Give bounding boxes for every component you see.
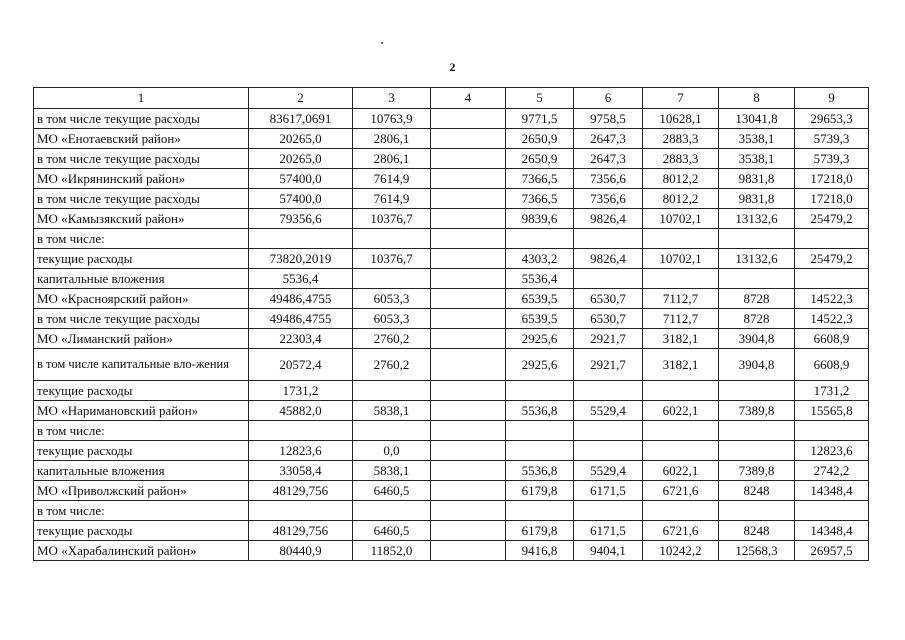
table-cell xyxy=(795,269,869,289)
table-cell xyxy=(431,381,506,401)
table-row xyxy=(34,269,869,289)
table-cell xyxy=(249,421,353,441)
table-cell: 14522,3 xyxy=(795,289,869,309)
table-cell: 2883,3 xyxy=(643,149,719,169)
table-cell: 5838,1 xyxy=(353,461,431,481)
table-cell xyxy=(574,441,643,461)
table-cell xyxy=(506,501,574,521)
table-cell: 7356,6 xyxy=(574,169,643,189)
table-cell xyxy=(431,149,506,169)
table-cell xyxy=(643,501,719,521)
table-cell: 20265,0 xyxy=(249,129,353,149)
table-cell: 6539,5 xyxy=(506,289,574,309)
row-label: МО «Икрянинский район» xyxy=(34,169,249,189)
table-cell: 3904,8 xyxy=(719,329,795,349)
table-cell xyxy=(795,421,869,441)
row-label: капитальные вложения xyxy=(34,269,249,289)
table-cell xyxy=(431,349,506,381)
table-cell: 12568,3 xyxy=(719,541,795,561)
table-cell: 5536,8 xyxy=(506,401,574,421)
table-cell: 5739,3 xyxy=(795,129,869,149)
table-cell: 6179,8 xyxy=(506,481,574,501)
table-cell: 11852,0 xyxy=(353,541,431,561)
column-header-4: 4 xyxy=(431,88,506,109)
table-cell: 7112,7 xyxy=(643,289,719,309)
table-cell: 0,0 xyxy=(353,441,431,461)
table-cell: 9839,6 xyxy=(506,209,574,229)
table-cell: 80440,9 xyxy=(249,541,353,561)
table-cell: 25479,2 xyxy=(795,209,869,229)
table-cell xyxy=(643,421,719,441)
table-cell: 3182,1 xyxy=(643,329,719,349)
table-cell xyxy=(431,501,506,521)
table-cell: 6539,5 xyxy=(506,309,574,329)
table-cell: 48129,756 xyxy=(249,521,353,541)
table-row xyxy=(34,189,869,209)
table-row xyxy=(34,169,869,189)
table-cell: 8248 xyxy=(719,481,795,501)
table-cell xyxy=(506,441,574,461)
table-cell: 1731,2 xyxy=(249,381,353,401)
table-cell: 9831,8 xyxy=(719,169,795,189)
table-cell: 6721,6 xyxy=(643,521,719,541)
table-cell: 3538,1 xyxy=(719,149,795,169)
table-cell xyxy=(795,501,869,521)
table-row xyxy=(34,289,869,309)
table-cell: 7614,9 xyxy=(353,189,431,209)
table-cell: 8012,2 xyxy=(643,189,719,209)
table-cell: 6530,7 xyxy=(574,309,643,329)
table-cell: 48129,756 xyxy=(249,481,353,501)
table-cell: 6171,5 xyxy=(574,521,643,541)
table-cell: 6721,6 xyxy=(643,481,719,501)
table-cell xyxy=(431,329,506,349)
table-cell: 22303,4 xyxy=(249,329,353,349)
column-header-8: 8 xyxy=(719,88,795,109)
table-cell: 12823,6 xyxy=(249,441,353,461)
table-cell: 6022,1 xyxy=(643,401,719,421)
row-label: МО «Камызякский район» xyxy=(34,209,249,229)
table-cell xyxy=(431,209,506,229)
table-cell: 57400,0 xyxy=(249,169,353,189)
table-row xyxy=(34,249,869,269)
table-cell: 2925,6 xyxy=(506,329,574,349)
row-label: МО «Лиманский район» xyxy=(34,329,249,349)
table-cell: 2806,1 xyxy=(353,129,431,149)
table-cell: 2760,2 xyxy=(353,329,431,349)
row-label: текущие расходы xyxy=(34,521,249,541)
table-cell xyxy=(431,249,506,269)
table-cell: 9826,4 xyxy=(574,249,643,269)
table-row xyxy=(34,541,869,561)
table-cell: 5536,8 xyxy=(506,461,574,481)
table-cell xyxy=(719,229,795,249)
row-label: капитальные вложения xyxy=(34,461,249,481)
table-cell xyxy=(431,421,506,441)
table-cell: 9826,4 xyxy=(574,209,643,229)
table-cell: 5529,4 xyxy=(574,461,643,481)
table-cell: 10628,1 xyxy=(643,109,719,129)
table-cell xyxy=(506,381,574,401)
table-cell xyxy=(431,109,506,129)
row-label: в том числе: xyxy=(34,421,249,441)
row-label: в том числе текущие расходы xyxy=(34,109,249,129)
table-cell xyxy=(574,501,643,521)
table-cell xyxy=(719,381,795,401)
table-cell xyxy=(431,541,506,561)
table-cell xyxy=(574,229,643,249)
table-cell: 6053,3 xyxy=(353,309,431,329)
table-row xyxy=(34,381,869,401)
row-label: текущие расходы xyxy=(34,249,249,269)
table-cell: 10763,9 xyxy=(353,109,431,129)
row-label: текущие расходы xyxy=(34,381,249,401)
table-cell: 33058,4 xyxy=(249,461,353,481)
table-cell: 8248 xyxy=(719,521,795,541)
table-cell: 13132,6 xyxy=(719,249,795,269)
table-cell xyxy=(431,461,506,481)
table-cell: 9416,8 xyxy=(506,541,574,561)
table-cell: 9758,5 xyxy=(574,109,643,129)
table-cell: 73820,2019 xyxy=(249,249,353,269)
table-cell: 2760,2 xyxy=(353,349,431,381)
table-cell: 3904,8 xyxy=(719,349,795,381)
table-cell: 5529,4 xyxy=(574,401,643,421)
table-cell: 5536,4 xyxy=(249,269,353,289)
column-header-2: 2 xyxy=(249,88,353,109)
row-label: МО «Наримановский район» xyxy=(34,401,249,421)
table-cell: 7389,8 xyxy=(719,461,795,481)
table-cell xyxy=(353,501,431,521)
table-row xyxy=(34,421,869,441)
table-cell: 6608,9 xyxy=(795,349,869,381)
table-cell: 7614,9 xyxy=(353,169,431,189)
table-cell xyxy=(643,441,719,461)
table-cell: 10376,7 xyxy=(353,209,431,229)
table-cell xyxy=(431,441,506,461)
table-cell xyxy=(431,129,506,149)
table-cell: 10242,2 xyxy=(643,541,719,561)
table-cell xyxy=(574,421,643,441)
table-cell: 6022,1 xyxy=(643,461,719,481)
table-cell: 8728 xyxy=(719,289,795,309)
table-cell: 17218,0 xyxy=(795,189,869,209)
table-cell: 2883,3 xyxy=(643,129,719,149)
table-cell xyxy=(643,229,719,249)
column-header-9: 9 xyxy=(795,88,869,109)
table-cell: 6171,5 xyxy=(574,481,643,501)
table-cell: 29653,3 xyxy=(795,109,869,129)
table-cell xyxy=(506,229,574,249)
column-header-1: 1 xyxy=(34,88,249,109)
table-cell: 14522,3 xyxy=(795,309,869,329)
row-label: МО «Енотаевский район» xyxy=(34,129,249,149)
table-row xyxy=(34,329,869,349)
table-cell xyxy=(431,289,506,309)
column-header-3: 3 xyxy=(353,88,431,109)
table-cell: 7366,5 xyxy=(506,189,574,209)
table-cell xyxy=(795,229,869,249)
table-cell: 25479,2 xyxy=(795,249,869,269)
table-cell: 79356,6 xyxy=(249,209,353,229)
table-cell: 6179,8 xyxy=(506,521,574,541)
column-header-5: 5 xyxy=(506,88,574,109)
column-header-7: 7 xyxy=(643,88,719,109)
table-cell: 83617,0691 xyxy=(249,109,353,129)
table-cell: 15565,8 xyxy=(795,401,869,421)
table-cell: 2650,9 xyxy=(506,149,574,169)
budget-table xyxy=(33,87,869,561)
table-cell xyxy=(431,229,506,249)
row-label: текущие расходы xyxy=(34,441,249,461)
table-cell: 6460,5 xyxy=(353,481,431,501)
table-row xyxy=(34,401,869,421)
table-cell: 2650,9 xyxy=(506,129,574,149)
table-row xyxy=(34,309,869,329)
table-cell: 6530,7 xyxy=(574,289,643,309)
table-row xyxy=(34,149,869,169)
table-cell: 3182,1 xyxy=(643,349,719,381)
row-label: МО «Приволжский район» xyxy=(34,481,249,501)
table-row xyxy=(34,109,869,129)
table-cell xyxy=(431,401,506,421)
table-cell xyxy=(431,481,506,501)
table-cell xyxy=(353,229,431,249)
table-cell xyxy=(249,229,353,249)
table-row xyxy=(34,229,869,249)
table-cell xyxy=(353,381,431,401)
table-cell: 7112,7 xyxy=(643,309,719,329)
table-cell xyxy=(719,441,795,461)
table-cell: 7366,5 xyxy=(506,169,574,189)
table-row xyxy=(34,521,869,541)
table-cell: 14348,4 xyxy=(795,521,869,541)
row-label: в том числе: xyxy=(34,229,249,249)
table-cell: 10702,1 xyxy=(643,249,719,269)
table-cell: 13132,6 xyxy=(719,209,795,229)
table-cell: 26957,5 xyxy=(795,541,869,561)
table-cell: 6608,9 xyxy=(795,329,869,349)
table-cell: 9831,8 xyxy=(719,189,795,209)
table-cell: 1731,2 xyxy=(795,381,869,401)
table-cell xyxy=(249,501,353,521)
table-cell: 6053,3 xyxy=(353,289,431,309)
table-row xyxy=(34,481,869,501)
table-cell: 7356,6 xyxy=(574,189,643,209)
table-cell: 2806,1 xyxy=(353,149,431,169)
table-cell xyxy=(506,421,574,441)
header-row xyxy=(34,88,869,109)
table-row xyxy=(34,209,869,229)
row-label: в том числе текущие расходы xyxy=(34,149,249,169)
table-cell: 20265,0 xyxy=(249,149,353,169)
table-cell: 5536,4 xyxy=(506,269,574,289)
column-header-6: 6 xyxy=(574,88,643,109)
table-cell xyxy=(574,269,643,289)
table-cell xyxy=(719,501,795,521)
table-cell xyxy=(353,269,431,289)
table-cell: 12823,6 xyxy=(795,441,869,461)
row-label: МО «Красноярский район» xyxy=(34,289,249,309)
table-cell: 45882,0 xyxy=(249,401,353,421)
table-cell: 49486,4755 xyxy=(249,309,353,329)
row-label: в том числе: xyxy=(34,501,249,521)
table-cell xyxy=(431,521,506,541)
table-row xyxy=(34,441,869,461)
row-label: в том числе капитальные вло-жения xyxy=(34,349,249,381)
table-row xyxy=(34,461,869,481)
table-cell: 20572,4 xyxy=(249,349,353,381)
scan-speck xyxy=(381,42,383,44)
row-label: в том числе текущие расходы xyxy=(34,189,249,209)
table-cell xyxy=(643,269,719,289)
table-row xyxy=(34,501,869,521)
table-cell: 2925,6 xyxy=(506,349,574,381)
row-label: МО «Харабалинский район» xyxy=(34,541,249,561)
table-cell: 10376,7 xyxy=(353,249,431,269)
table-cell: 7389,8 xyxy=(719,401,795,421)
table-cell xyxy=(353,421,431,441)
table-cell xyxy=(719,269,795,289)
table-cell: 13041,8 xyxy=(719,109,795,129)
table-cell: 4303,2 xyxy=(506,249,574,269)
table-row xyxy=(34,129,869,149)
table-cell: 2921,7 xyxy=(574,349,643,381)
row-label: в том числе текущие расходы xyxy=(34,309,249,329)
table-cell: 10702,1 xyxy=(643,209,719,229)
table-cell: 8012,2 xyxy=(643,169,719,189)
table-cell: 5739,3 xyxy=(795,149,869,169)
table-cell xyxy=(431,269,506,289)
table-row xyxy=(34,349,869,381)
table-cell: 2647,3 xyxy=(574,149,643,169)
table-cell: 2921,7 xyxy=(574,329,643,349)
table-cell xyxy=(431,309,506,329)
table-cell: 8728 xyxy=(719,309,795,329)
page-number: 2 xyxy=(449,60,456,74)
table-cell xyxy=(719,421,795,441)
table-cell: 17218,0 xyxy=(795,169,869,189)
table-cell: 2647,3 xyxy=(574,129,643,149)
table-cell: 57400,0 xyxy=(249,189,353,209)
table-cell: 6460,5 xyxy=(353,521,431,541)
table-cell: 49486,4755 xyxy=(249,289,353,309)
table-cell: 9771,5 xyxy=(506,109,574,129)
table-cell xyxy=(431,189,506,209)
table-cell: 14348,4 xyxy=(795,481,869,501)
table-cell xyxy=(574,381,643,401)
table-cell: 5838,1 xyxy=(353,401,431,421)
table-cell: 9404,1 xyxy=(574,541,643,561)
table-cell xyxy=(431,169,506,189)
table-cell: 3538,1 xyxy=(719,129,795,149)
table-cell: 2742,2 xyxy=(795,461,869,481)
table-cell xyxy=(643,381,719,401)
